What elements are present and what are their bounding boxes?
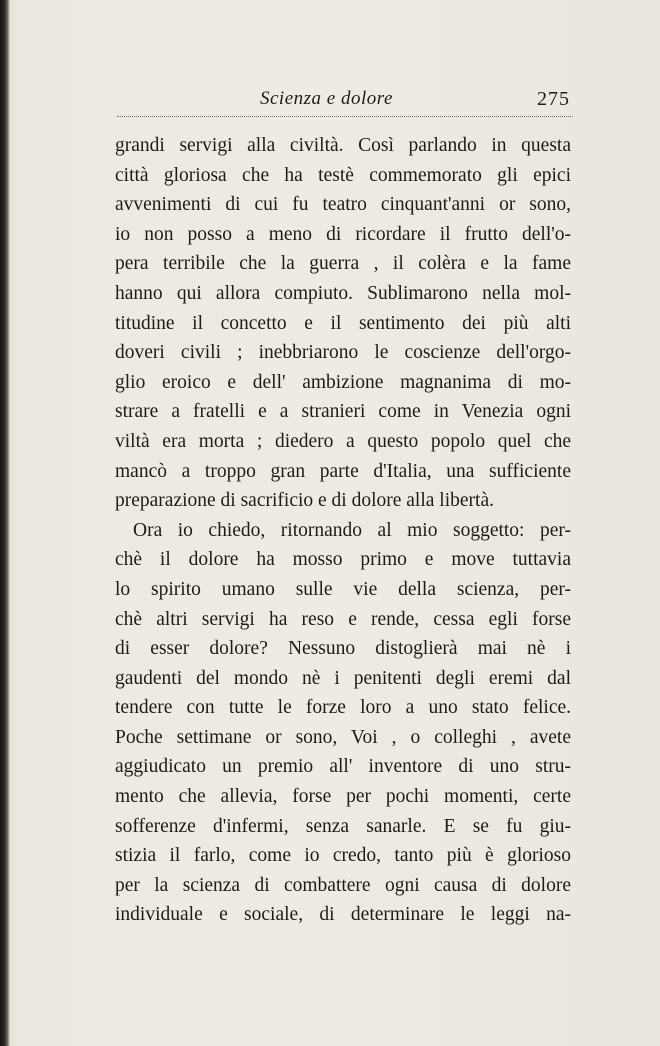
text-line: sofferenze d'infermi, senza sanarle. E se fu giu- xyxy=(115,815,571,837)
text-line: Ora io chiedo, ritornando al mio soggetto: per- xyxy=(133,519,571,541)
text-line: individuale e sociale, di determinare le leggi na- xyxy=(115,904,571,926)
text-line: mento che allevia, forse per pochi momenti, certe xyxy=(115,786,571,808)
text-line: mancò a troppo gran parte d'Italia, una sufficiente xyxy=(115,460,571,482)
book-binding-shadow xyxy=(0,0,10,1046)
text-line: città gloriosa che ha testè commemorato gli epici xyxy=(115,164,571,186)
header-rule xyxy=(117,116,573,117)
text-line: pera terribile che la guerra , il colèra e la fame xyxy=(115,253,571,275)
text-line: chè il dolore ha mosso primo e move tuttavia xyxy=(115,549,571,571)
text-line: aggiudicato un premio all' inventore di uno stru- xyxy=(115,756,571,778)
body-text xyxy=(115,131,571,930)
text-line: titudine il concetto e il sentimento dei più alti xyxy=(115,312,571,334)
text-line: glio eroico e dell' ambizione magnanima di mo- xyxy=(115,371,571,393)
text-line: tendere con tutte le forze loro a uno stato felice. xyxy=(115,697,571,719)
text-line: chè altri servigi ha reso e rende, cessa egli forse xyxy=(115,608,571,630)
text-line: stizia il farlo, come io credo, tanto più è glorioso xyxy=(115,845,571,867)
text-line: gaudenti del mondo nè i penitenti degli eremi dal xyxy=(115,667,571,689)
text-line: lo spirito umano sulle vie della scienza, per- xyxy=(115,578,571,600)
text-line: hanno qui allora compiuto. Sublimarono nella mol- xyxy=(115,282,571,304)
text-line: io non posso a meno di ricordare il frutto dell'o- xyxy=(115,223,571,245)
text-line: strare a fratelli e a stranieri come in Venezia ogni xyxy=(115,401,571,423)
page-number: 275 xyxy=(537,88,570,110)
text-line: doveri civili ; inebbriarono le coscienze dell'orgo- xyxy=(115,342,571,364)
text-line: grandi servigi alla civiltà. Così parlando in questa xyxy=(115,135,571,156)
text-line: preparazione di sacrificio e di dolore alla libertà. xyxy=(115,490,494,512)
text-line: di esser dolore? Nessuno distoglierà mai nè i xyxy=(115,638,571,660)
running-title: Scienza e dolore xyxy=(260,88,393,109)
text-line: Poche settimane or sono, Voi , o colleghi , avete xyxy=(115,726,571,748)
page-header xyxy=(117,84,572,114)
text-line: avvenimenti di cui fu teatro cinquant'anni or sono, xyxy=(115,194,571,216)
text-line: viltà era morta ; diedero a questo popolo quel che xyxy=(115,430,571,452)
text-line: per la scienza di combattere ogni causa di dolore xyxy=(115,874,571,896)
